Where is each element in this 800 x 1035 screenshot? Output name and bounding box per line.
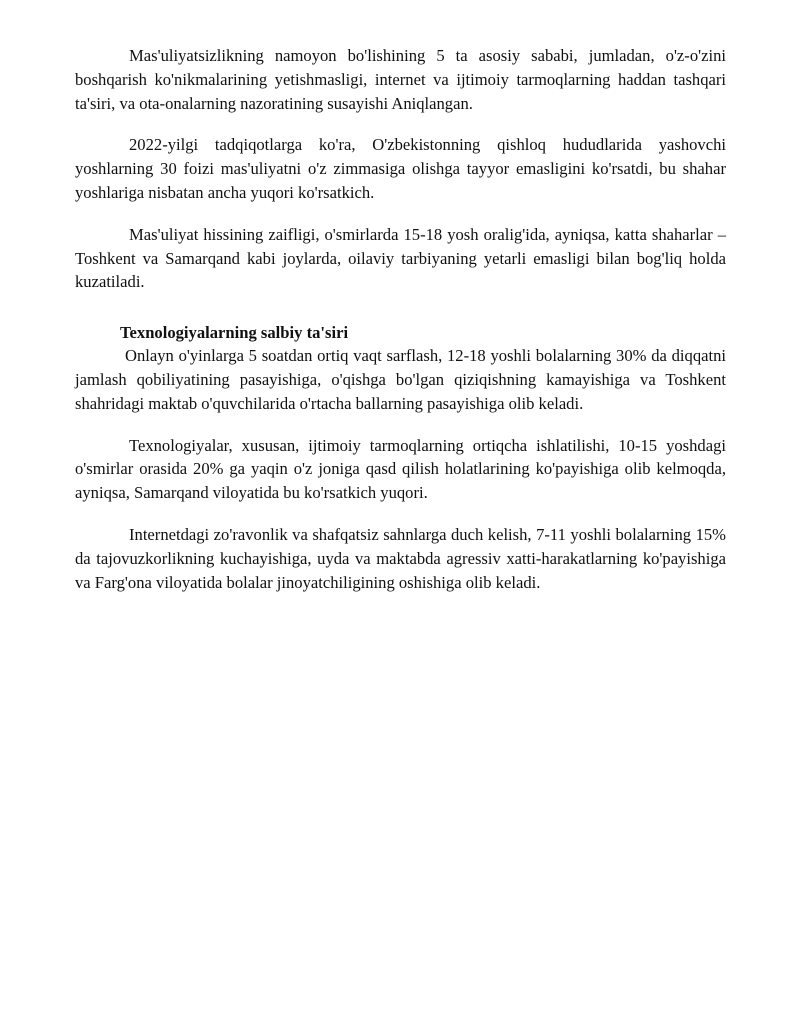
paragraph-internet-violence: Internetdagi zo'ravonlik va shafqatsiz sahnlarga duch kelish, 7-11 yoshli bolalarning 15% da tajovuzkorlikning kuchayishiga, uyda va maktabda agressiv xatti-harakatlarning ko'payishiga va Farg'ona viloyatida bolalar jinoyatchiligining oshishiga olib keladi. [75, 524, 726, 592]
paragraph-rural-youth-study: 2022-yilgi tadqiqotlarga ko'ra, O'zbekistonning qishloq hududlarida yashovchi yoshlarning 30 foizi mas'uliyatni o'z zimmasiga olishga tayyor emasligini ko'rsatdi, bu shahar yoshlariga nisbatan ancha yuqori ko'rsatkich. [75, 135, 726, 202]
paragraph-social-networks: Texnologiyalar, xususan, ijtimoiy tarmoqlarning ortiqcha ishlatilishi, 10-15 yoshdagi o'smirlar orasida 20% ga yaqin o'z joniga qasd qilish holatlarining ko'payishiga olib kelmoqda, ayniqsa, Samarqand viloyatida bu ko'rsatkich yuqori. [75, 435, 726, 503]
paragraph-online-games: Onlayn o'yinlarga 5 soatdan ortiq vaqt sarflash, 12-18 yoshli bolalarning 30% da diqqatni jamlash qobiliyatining pasayishiga, o'qishga bo'lgan qiziqishning kamayishiga va Toshkent shahridagi maktab o'quvchilarida o'rtacha ballarning pasayishiga olib keladi. [75, 346, 726, 413]
document-page [75, 44, 726, 594]
section-heading: Texnologiyalarning salbiy ta'siri [120, 323, 349, 343]
paragraph-irresponsibility-causes: Mas'uliyatsizlikning namoyon bo'lishining 5 ta asosiy sababi, jumladan, o'z-o'zini boshqarish ko'nikmalarining yetishmasligi, internet va ijtimoiy tarmoqlarning haddan tashqari ta'siri, va ota-onalarning nazoratining susayishi Aniqlangan. [75, 46, 726, 113]
paragraph-teen-responsibility: Mas'uliyat hissining zaifligi, o'smirlarda 15-18 yosh oralig'ida, ayniqsa, katta shaharlar – Toshkent va Samarqand kabi joylarda, oilaviy tarbiyaning yetarli emasligi bilan bog'liq holda kuzatiladi. [75, 224, 726, 292]
